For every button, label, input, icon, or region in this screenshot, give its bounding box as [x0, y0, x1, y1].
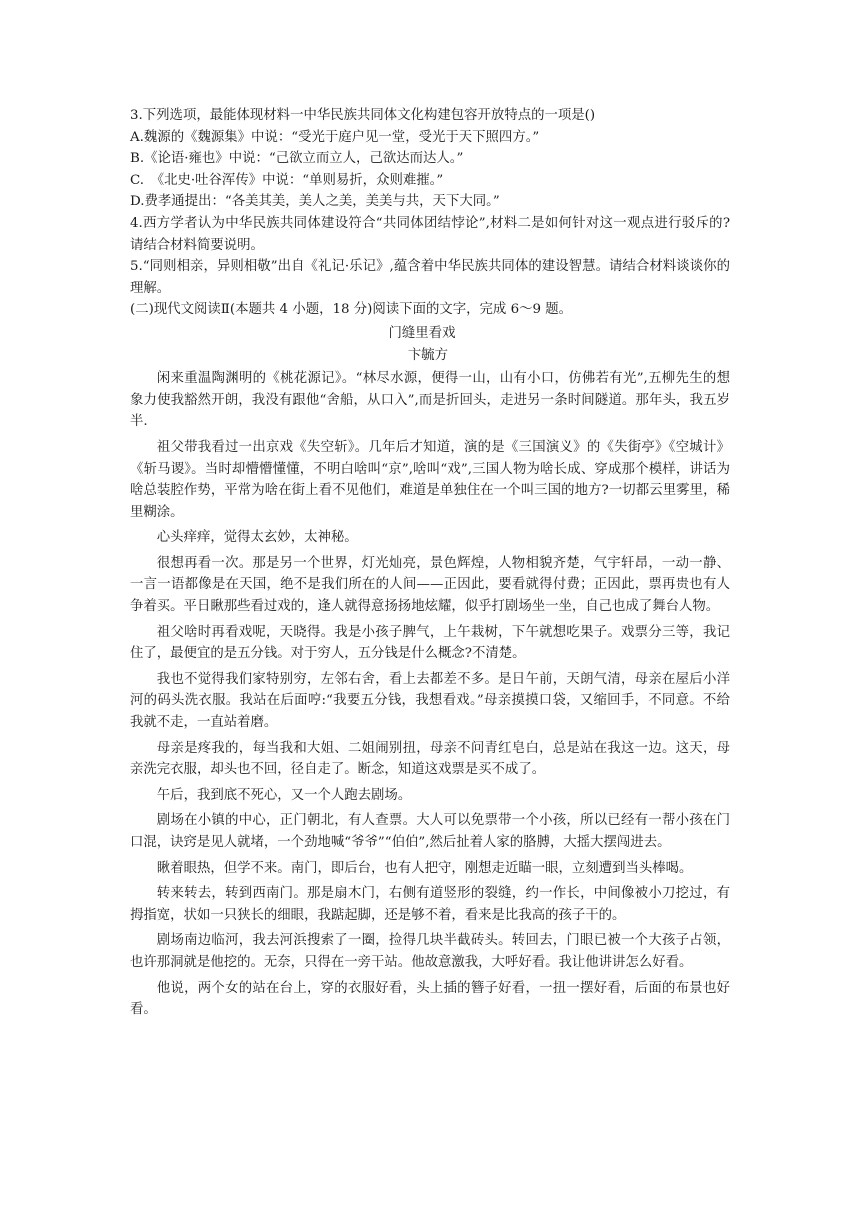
option-d: D.费孝通提出：“各美其美，美人之美，美美与共，天下大同。”: [130, 194, 500, 210]
option-b: B.《论语·雍也》中说：“己欲立而立人，己欲达而达人。”: [130, 151, 464, 167]
paragraph: 转来转去，转到西南门。那是扇木门，右侧有道竖形的裂缝，约一作长，中间像被小刀挖过，有拇指宽，状如一只狭长的细眼，我踮起脚，还是够不着，看来是比我高的孩子干的。: [130, 886, 730, 923]
paragraph: 瞅着眼热，但学不来。南门，即后台，也有人把守，刚想走近瞄一眼，立刻遭到当头棒喝。: [156, 860, 693, 876]
paragraph: 剧场在小镇的中心，正门朝北，有人查票。大人可以免票带一个小孩，所以已经有一帮小孩在门口混，诀窍是见人就堵，一个劲地喊“爷爷”“伯伯”,然后扯着人家的胳膊，大摇大摆闯进去。: [130, 813, 730, 850]
paragraph: 祖父带我看过一出京戏《失空斩》。几年后才知道，演的是《三国演义》的《失街亭》《空城计》《斩马谡》。当时却懵懵懂懂，不明白啥叫“京”,啥叫“戏”,三国人物为啥长成、穿成那个模样，讲话为啥总装腔作势，平常为啥在街上看不见他们，难道是单独住在一个叫三国的地方?一切都云里雾里，稀里糊涂。: [130, 439, 730, 520]
paragraph: 我也不觉得我们家特别穷，左邻右舍，看上去都差不多。是日午前，天朗气清，母亲在屋后小洋河的码头洗衣服。我站在后面哼:“我要五分钱，我想看戏。”母亲摸摸口袋，又缩回手，不同意。不给我就不走，一直站着磨。: [130, 671, 730, 731]
paragraph: 母亲是疼我的，每当我和大姐、二姐闹别扭，母亲不问青红皂白，总是站在我这一边。这天，母亲洗完衣服，却头也不回，径自走了。断念，知道这戏票是买不成了。: [130, 740, 730, 778]
paragraph: 很想再看一次。那是另一个世界，灯光灿亮，景色辉煌，人物相貌齐楚，气宇轩昂，一动一静、一言一语都像是在天国，绝不是我们所在的人间——正因此，要看就得付费；正因此，票再贵也有人争着买。平日瞅那些看过戏的，逢人就得意扬扬地炫耀，似乎打剧场坐一坐，自己也成了舞台人物。: [130, 555, 730, 615]
option-a: A.魏源的《魏源集》中说：“受光于庭户见一堂，受光于天下照四方。”: [130, 129, 540, 145]
question-3: 3.下列选项，最能体现材料一中华民族共同体文化构建包容开放特点的一项是(): [130, 108, 596, 123]
document-page: [130, 105, 730, 1025]
paragraph: 心头痒痒，觉得太玄妙，太神秘。: [156, 530, 358, 546]
paragraph: 闲来重温陶渊明的《桃花源记》。“林尽水源，便得一山，山有小口，仿佛若有光”,五柳先生的想象力使我豁然开朗，我没有跟他“舍船，从口入”,而是折回头，走进另一条时间隧道。那年头，我五岁半.: [130, 371, 730, 430]
article-author: 卞毓方: [407, 347, 449, 363]
question-4: 4.西方学者认为中华民族共同体建设符合“共同体团结悖论”,材料二是如何针对这一观点进行驳斥的?请结合材料简要说明。: [130, 215, 730, 253]
section-heading: (二)现代文阅读Ⅱ(本题共 4 小题，18 分)阅读下面的文字，完成 6～9 题。: [130, 302, 573, 318]
article-title: 门缝里看戏: [388, 325, 456, 341]
question-5: 5.“同则相亲，异则相敬”出自《礼记·乐记》,蕴含着中华民族共同体的建设智慧。请结合材料谈谈你的理解。: [130, 259, 730, 296]
option-c: C. 《北史·吐谷浑传》中说：“单则易折，众则难摧。”: [130, 172, 444, 188]
paragraph: 祖父啥时再看戏呢，天晓得。我是小孩子脾气，上午栽树，下午就想吃果子。戏票分三等，我记住了，最便宜的是五分钱。对于穷人，五分钱是什么概念?不清楚。: [130, 624, 730, 662]
paragraph: 他说，两个女的站在台上，穿的衣服好看，头上插的簪子好看，一扭一摆好看，后面的布景也好看。: [130, 980, 730, 1018]
paragraph: 午后，我到底不死心，又一个人跑去剧场。: [156, 787, 412, 803]
paragraph: 剧场南边临河，我去河浜搜索了一圈，捡得几块半截砖头。转回去，门眼已被一个大孩子占领，也许那洞就是他挖的。无奈，只得在一旁干站。他故意激我，大呼好看。我让他讲讲怎么好看。: [130, 933, 730, 970]
